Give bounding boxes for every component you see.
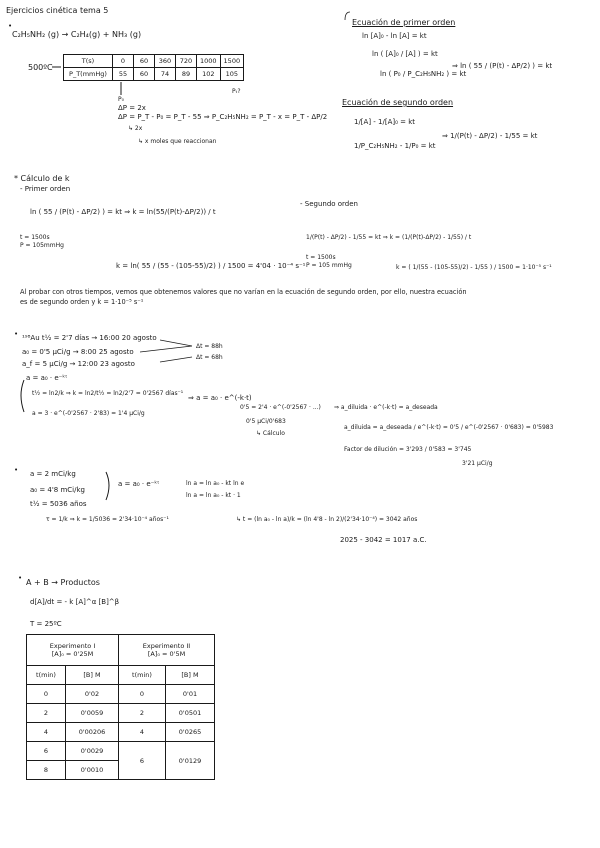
carbon-a: a = 2 mCi/kg [30,470,76,478]
gold-result-1: ⇒ a = a₀ · e^(-k·t) [188,394,252,402]
second-order-k-expression: 1/(P(t) - ΔP/2) - 1/55 = kt ⇒ k = (1/(P(t)-ΔP/2) - 1/55) / t [306,234,472,241]
table-cell: 0 [27,685,66,704]
carbon-tau: τ = 1/k ⇒ k = 1/5036 = 2'34·10⁻⁴ años⁻¹ [46,516,169,523]
column-header-b: [B] M [66,666,119,685]
table-cell: 74 [155,68,176,81]
bullet: • [14,466,19,474]
dilution-factor: Factor de dilución = 3'293 / 0'583 = 3'745 [344,446,472,453]
kinetics-temp: T = 25ºC [30,620,62,628]
table-cell: 0'0129 [166,742,215,780]
time-value: t = 1500s [20,234,50,241]
table-cell: 360 [155,55,176,68]
second-order-eq2: 1/P_C₂H₅NH₂ - 1/P₀ = kt [354,142,436,150]
second-order-heading: Ecuación de segundo orden [342,98,454,107]
column-header-time: t(min) [27,666,66,685]
gold-af: a_f = 5 μCi/g → 12:00 23 agosto [22,360,135,368]
table-cell: 55 [113,68,134,81]
second-order-subheading: - Segundo orden [300,200,358,208]
gold-half-life: t½ = ln2/k ⇒ k = ln2/t½ = ln2/2'7 = 0'2567 días⁻¹ [32,390,184,397]
gold-result-3: 0'5 μCi/0'683 [246,418,286,425]
gold-result-2: 0'5 = 2'4 · e^(-0'2567 · ...) [240,404,321,411]
table-cell: 0'01 [166,685,215,704]
table-cell: 4 [119,723,166,742]
first-order-heading: Ecuación de primer orden [352,18,456,27]
first-order-k-expression: ln ( 55 / (P(t) - ΔP/2) ) = kt ⇒ k = ln(55/(P(t)-ΔP/2)) / t [30,208,216,216]
delta-t-2: Δt = 68h [196,354,223,361]
gold-law: a = a₀ · e⁻ᵏᵗ [26,374,68,382]
carbon-law: a = a₀ · e⁻ᵏᵗ [118,480,160,488]
experiment-1-condition: [A]₀ = 0'25M [51,650,94,658]
table-header-time: T(s) [64,55,113,68]
table-cell: 8 [27,761,66,780]
table-cell: 60 [134,55,155,68]
table-cell: 0'02 [66,685,119,704]
temperature-label: 500ºC [28,63,53,72]
table-cell: 6 [27,742,66,761]
table-cell: 6 [119,742,166,780]
table-cell: 0'0029 [66,742,119,761]
bullet: • [18,574,23,582]
conclusion-line-2: es de segundo orden y k = 1·10⁻⁵ s⁻¹ [20,298,144,306]
delta-p-equation: ΔP = P_T - P₀ = P_T - 55 ⇒ P_C₂H₅NH₂ = P_T - x = P_T - ΔP/2 [118,113,328,121]
gold-activity: a = 3 · e^(-0'2567 · 2'83) = 1'4 μCi/g [32,410,145,417]
table-cell: 1000 [197,55,221,68]
rate-law: d[A]/dt = - k [A]^α [B]^β [30,598,120,606]
carbon-a0: a₀ = 4'8 mCi/kg [30,486,85,494]
first-order-eq3: ln ( P₀ / P_C₂H₅NH₂ ) = kt [380,70,467,78]
table-cell: 2 [119,704,166,723]
calc-k-heading: * Cálculo de k [14,174,70,183]
dilution-result: 3'21 μCi/g [462,460,493,467]
carbon-year: 2025 - 3042 = 1017 a.C. [340,536,427,544]
first-order-eq1: ln [A]₀ - ln [A] = kt [362,32,427,40]
table-cell: 0'0265 [166,723,215,742]
column-header-time: t(min) [119,666,166,685]
table-cell: 0'0501 [166,704,215,723]
table-cell: 4 [27,723,66,742]
kinetics-reaction: A + B → Productos [26,578,100,587]
conclusion-line-1: Al probar con otros tiempos, vemos que obtenemos valores que no varían en la ecuación de segundo orden, por ello, nuestra ecuación [20,288,467,296]
table-header-pressure: P_T(mmHg) [64,68,113,81]
carbon-ln-2: ln a = ln a₀ - kt · 1 [186,492,241,499]
experiment-1-title: Experimento I [49,642,96,650]
table-cell: 0 [119,685,166,704]
table-cell: 1500 [220,55,244,68]
column-header-b: [B] M [166,666,215,685]
first-order-eq2: ln ( [A]₀ / [A] ) = kt [372,50,438,58]
reaction-equation: C₂H₅NH₂ (g) → C₂H₄(g) + NH₃ (g) [12,30,142,39]
table-cell: 0'0010 [66,761,119,780]
table-cell: 60 [134,68,155,81]
table-cell: 89 [176,68,197,81]
bullet: • [8,22,13,30]
gold-a0: a₀ = 0'5 μCi/g → 8:00 25 agosto [22,348,134,356]
table-cell: 720 [176,55,197,68]
gold-isotope: ¹⁹⁸Au t½ = 2'7 días → 16:00 20 agosto [22,334,157,342]
second-order-k-result: k = ( 1/(55 - (105-55)/2) - 1/55 ) / 1500 = 1·10⁻⁵ s⁻¹ [396,264,552,271]
arrow-note-moles: ↳ x moles que reaccionan [138,138,217,145]
pressure-value: P = 105mmHg [20,242,64,249]
arrow-note-2x: ↳ 2x [128,125,143,132]
delta-p: ΔP = 2x [118,104,146,112]
table-cell: 105 [220,68,244,81]
first-order-k-result: k = ln( 55 / (55 - (105-55)/2) ) / 1500 = 4'04 · 10⁻⁴ s⁻¹ [116,262,306,270]
dilution-eq-2: a_diluida = a_deseada / e^(-k·t) = 0'5 / e^(-0'2567 · 0'683) = 0'5983 [344,424,554,431]
table-cell: 0'0059 [66,704,119,723]
first-order-subheading: - Primer orden [20,185,71,193]
carbon-half-life: t½ = 5036 años [30,500,87,508]
table-cell: 102 [197,68,221,81]
carbon-ln-1: ln a = ln a₀ - kt ln e [186,480,245,487]
time-value-2: t = 1500s [306,254,336,261]
bullet: • [14,330,19,338]
gold-result-4: ↳ Cálculo [256,430,285,437]
second-order-eq1: 1/[A] - 1/[A]₀ = kt [354,118,416,126]
second-order-eq3: ⇒ 1/(P(t) - ΔP/2) - 1/55 = kt [442,132,538,140]
table-cell: 0 [113,55,134,68]
pt-label: Pₜ? [232,88,241,95]
carbon-time: ↳ t = (ln a₀ - ln a)/k = (ln 4'8 - ln 2)/(2'34·10⁻⁴) = 3042 años [236,516,418,523]
dilution-eq-1: ⇒ a_diluida · e^(-k·t) = a_deseada [334,404,438,411]
pressure-value-2: P = 105 mmHg [306,262,352,269]
page-title: Ejercicios cinética tema 5 [6,6,109,15]
experiment-2-condition: [A]₀ = 0'5M [147,650,186,658]
table-cell: 0'00206 [66,723,119,742]
p0-label: P₀ [118,96,125,103]
delta-t-1: Δt = 88h [196,343,223,350]
table-cell: 2 [27,704,66,723]
experiment-2-title: Experimento II [142,642,191,650]
first-order-eq4: ⇒ ln ( 55 / (P(t) - ΔP/2) ) = kt [452,62,553,70]
